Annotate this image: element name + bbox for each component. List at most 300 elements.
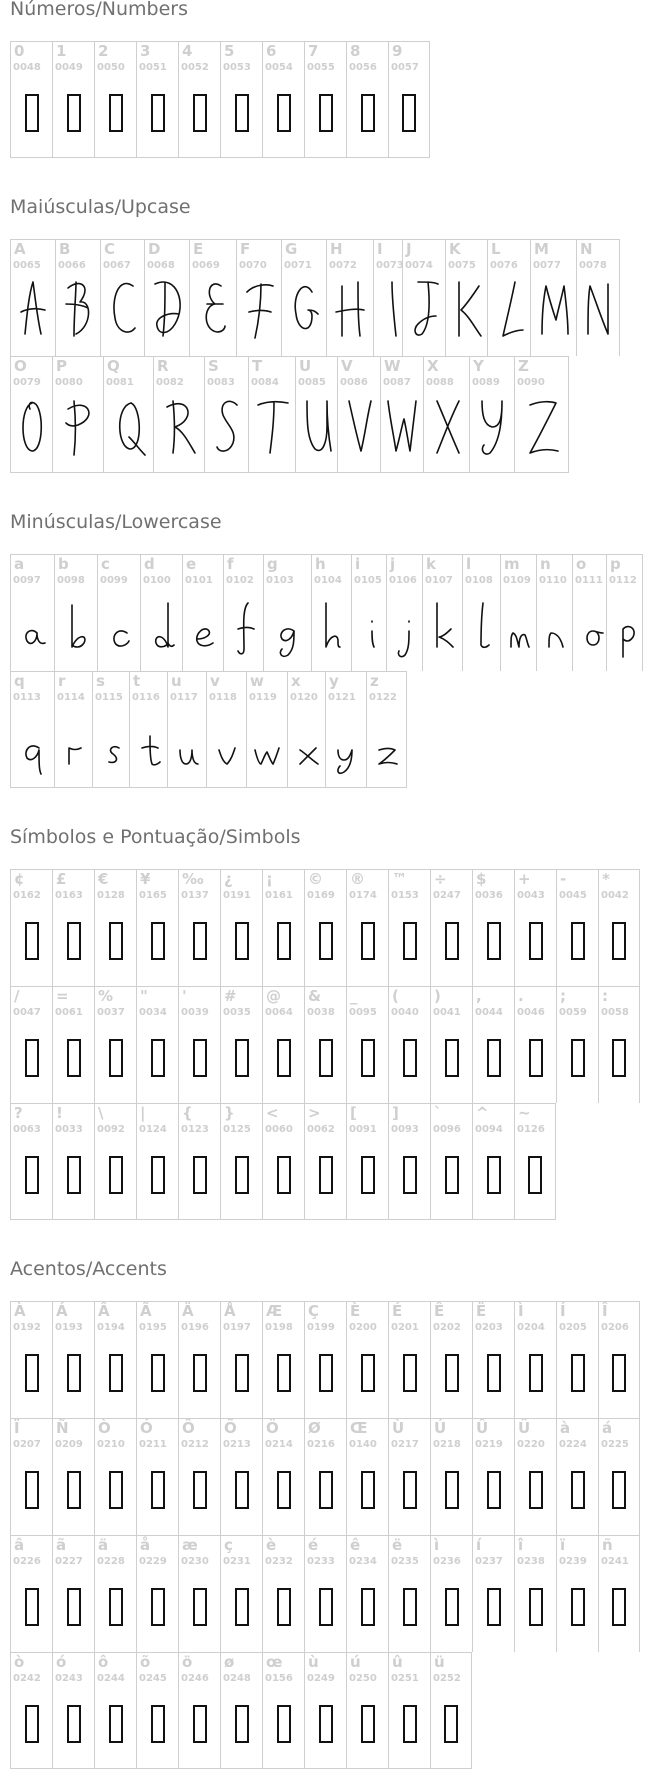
glyph-char-label: 2 [98,42,109,60]
glyph-code-label: 0053 [223,62,251,73]
glyph-cell [220,41,262,158]
glyph-code-label: 0059 [559,1007,587,1018]
glyph-cell [487,239,530,356]
glyph-cell [556,1418,598,1535]
glyph-row [10,986,640,1103]
glyph-cell [346,1652,388,1769]
glyph-cell [514,1301,556,1418]
glyph-char-label: î [518,1536,524,1554]
glyph-char-label: ÷ [434,870,447,888]
glyph-code-label: 0105 [354,575,382,586]
missing-glyph-box [319,1471,333,1509]
glyph-char-label: \ [98,1104,104,1122]
glyph-code-label: 0086 [340,377,368,388]
glyph-cell [536,554,572,671]
missing-glyph-box [277,1354,291,1392]
glyph-sample [403,274,445,344]
glyph-sample [190,274,236,344]
glyph-code-label: 0118 [209,692,237,703]
missing-glyph-box [529,1471,543,1509]
glyph-sample [531,274,576,344]
missing-glyph-box [319,1588,333,1626]
missing-glyph-box [277,922,291,960]
glyph-char-label: j [390,555,396,573]
missing-glyph-box [529,1354,543,1392]
missing-glyph-box [193,94,207,132]
glyph-code-label: 0055 [307,62,335,73]
glyph-cell [182,554,223,671]
glyph-char-label: ¢ [14,870,25,888]
glyph-cell [388,1535,430,1652]
glyph-char-label: Î [602,1302,608,1320]
missing-glyph-box [445,1156,459,1194]
glyph-sample [11,274,55,344]
glyph-code-label: 0098 [57,575,85,586]
glyph-char-label: } [224,1104,235,1122]
glyph-char-label: é [308,1536,319,1554]
missing-glyph-box [444,1705,458,1743]
glyph-code-label: 0207 [13,1439,41,1450]
glyph-cell [262,1301,304,1418]
glyph-cell [10,869,52,986]
glyph-code-label: 0088 [426,377,454,388]
glyph-cell [140,554,182,671]
missing-glyph-box [403,1588,417,1626]
glyph-cell [167,671,206,788]
glyph-code-label: 0046 [517,1007,545,1018]
glyph-cell [514,869,556,986]
glyph-sample [11,391,52,461]
glyph-code-label: 0120 [290,692,318,703]
glyph-sample [470,391,514,461]
glyph-char-label: 5 [224,42,235,60]
missing-glyph-box [612,1588,626,1626]
glyph-code-label: 0217 [391,1439,419,1450]
missing-glyph-box [445,1588,459,1626]
glyph-code-label: 0063 [13,1124,41,1135]
glyph-row [10,1103,640,1220]
glyph-code-label: 0163 [55,890,83,901]
glyph-cell [576,239,620,356]
glyph-cell [388,1103,430,1220]
glyph-row [10,554,643,671]
glyph-cell [100,239,144,356]
glyph-cell [514,1103,556,1220]
missing-glyph-box [235,1705,249,1743]
missing-glyph-box [612,1471,626,1509]
glyph-char-label: ^ [476,1104,489,1122]
glyph-char-label: T [252,357,263,375]
missing-glyph-box [361,1588,375,1626]
glyph-code-label: 0250 [349,1673,377,1684]
glyph-cell [402,239,445,356]
glyph-char-label: 7 [308,42,319,60]
glyph-code-label: 0065 [13,260,41,271]
glyph-cell [346,1535,388,1652]
missing-glyph-box [151,1471,165,1509]
glyph-char-label: ô [98,1653,109,1671]
glyph-code-label: 0077 [533,260,561,271]
glyph-char-label: € [98,870,109,888]
glyph-cell [10,1652,52,1769]
glyph-cell [52,869,94,986]
glyph-code-label: 0078 [579,260,607,271]
missing-glyph-box [67,94,81,132]
glyph-char-label: æ [182,1536,198,1554]
glyph-code-label: 0229 [139,1556,167,1567]
missing-glyph-box [25,1705,39,1743]
glyph-char-label: W [384,357,401,375]
missing-glyph-box [487,1354,501,1392]
missing-glyph-box [319,922,333,960]
glyph-sample [247,706,287,776]
glyph-cell [388,1418,430,1535]
glyph-cell [262,1418,304,1535]
glyph-code-label: 0169 [307,890,335,901]
numbers-title: Números/Numbers [10,0,188,20]
glyph-code-label: 0043 [517,890,545,901]
glyph-cell [136,41,178,158]
glyph-char-label: ü [434,1653,445,1671]
glyph-cell [178,1103,220,1220]
glyph-char-label: : [602,987,608,1005]
accents-grid [10,1301,640,1769]
missing-glyph-box [25,1039,39,1077]
glyph-cell [281,239,326,356]
glyph-code-label: 0162 [13,890,41,901]
missing-glyph-box [193,1588,207,1626]
glyph-cell [514,1535,556,1652]
glyph-char-label: n [540,555,551,573]
glyph-cell [52,1301,94,1418]
glyph-code-label: 0113 [13,692,41,703]
glyph-code-label: 0044 [475,1007,503,1018]
glyph-cell [430,986,472,1103]
glyph-sample [11,589,54,659]
glyph-code-label: 0112 [609,575,637,586]
glyph-char-label: = [56,987,69,1005]
glyph-cell [346,869,388,986]
glyph-cell [262,1535,304,1652]
glyph-cell [430,1103,472,1220]
glyph-cell [462,554,500,671]
missing-glyph-box [361,1156,375,1194]
glyph-cell [325,671,366,788]
glyph-cell [304,986,346,1103]
glyph-cell [598,1535,640,1652]
missing-glyph-box [151,94,165,132]
glyph-code-label: 0226 [13,1556,41,1567]
glyph-cell [262,1652,304,1769]
glyph-sample [264,589,311,659]
glyph-cell [598,1301,640,1418]
glyph-code-label: 0204 [517,1322,545,1333]
glyph-char-label: 6 [266,42,277,60]
glyph-sample [154,391,204,461]
glyph-code-label: 0230 [181,1556,209,1567]
glyph-cell [472,1103,514,1220]
glyph-char-label: 8 [350,42,361,60]
glyph-code-label: 0140 [349,1439,377,1450]
glyph-cell [10,1103,52,1220]
glyph-cell [136,1301,178,1418]
glyph-sample [101,274,144,344]
glyph-cell [556,869,598,986]
glyph-code-label: 0100 [143,575,171,586]
glyph-cell [346,1418,388,1535]
glyph-char-label: ù [308,1653,319,1671]
glyph-cell [144,239,189,356]
glyph-cell [572,554,606,671]
glyph-char-label: " [140,987,148,1005]
glyph-cell [220,1652,262,1769]
glyph-cell [386,554,422,671]
glyph-char-label: ' [182,987,187,1005]
glyph-cell [304,1535,346,1652]
glyph-char-label: H [330,240,343,258]
glyph-sample [326,706,366,776]
glyph-code-label: 0054 [265,62,293,73]
glyph-sample [312,589,351,659]
glyph-cell [346,1301,388,1418]
glyph-code-label: 0209 [55,1439,83,1450]
glyph-code-label: 0191 [223,890,251,901]
glyph-cell [326,239,373,356]
glyph-char-label: á [602,1419,613,1437]
glyph-char-label: c [101,555,110,573]
glyph-sample [205,391,248,461]
glyph-row [10,239,620,356]
glyph-char-label: @ [266,987,281,1005]
glyph-code-label: 0049 [55,62,83,73]
glyph-code-label: 0107 [425,575,453,586]
glyph-code-label: 0205 [559,1322,587,1333]
glyph-sample [55,706,92,776]
glyph-cell [52,356,103,473]
glyph-cell [469,356,514,473]
glyph-cell [220,1301,262,1418]
glyph-char-label: ë [392,1536,403,1554]
glyph-cell [472,986,514,1103]
glyph-code-label: 0249 [307,1673,335,1684]
missing-glyph-box [25,1588,39,1626]
missing-glyph-box [109,1471,123,1509]
missing-glyph-box [571,1471,585,1509]
glyph-code-label: 0137 [181,890,209,901]
glyph-cell [94,1535,136,1652]
glyph-char-label: z [370,672,379,690]
glyph-code-label: 0244 [97,1673,125,1684]
glyph-cell [54,671,92,788]
glyph-char-label: Õ [224,1419,237,1437]
missing-glyph-box [403,1354,417,1392]
glyph-char-label: u [171,672,182,690]
glyph-code-label: 0227 [55,1556,83,1567]
glyph-code-label: 0199 [307,1322,335,1333]
glyph-sample [55,589,97,659]
missing-glyph-box [487,1471,501,1509]
missing-glyph-box [193,1354,207,1392]
glyph-code-label: 0074 [405,260,433,271]
glyph-char-label: v [210,672,220,690]
missing-glyph-box [109,1588,123,1626]
glyph-cell [262,869,304,986]
glyph-cell [10,671,54,788]
missing-glyph-box [25,94,39,132]
glyph-char-label: O [14,357,27,375]
glyph-code-label: 0067 [103,260,131,271]
glyph-row [10,356,620,473]
missing-glyph-box [528,1156,542,1194]
glyph-cell [153,356,204,473]
glyph-code-label: 0241 [601,1556,629,1567]
glyph-code-label: 0123 [181,1124,209,1135]
glyph-row [10,1418,640,1535]
glyph-cell [423,356,469,473]
missing-glyph-box [151,1354,165,1392]
glyph-code-label: 0080 [55,377,83,388]
glyph-sample [53,391,103,461]
missing-glyph-box [445,1471,459,1509]
upcase-title: Maiúsculas/Upcase [10,196,191,218]
glyph-cell [263,554,311,671]
missing-glyph-box [319,1156,333,1194]
glyph-char-label: A [14,240,26,258]
missing-glyph-box [402,94,416,132]
glyph-cell [346,1103,388,1220]
glyph-cell [472,1301,514,1418]
missing-glyph-box [67,922,81,960]
glyph-cell [136,1652,178,1769]
glyph-code-label: 0193 [55,1322,83,1333]
glyph-row [10,1535,640,1652]
glyph-char-label: É [392,1302,403,1320]
glyph-code-label: 0225 [601,1439,629,1450]
glyph-char-label: s [96,672,105,690]
missing-glyph-box [25,922,39,960]
glyph-char-label: Ï [14,1419,20,1437]
glyph-code-label: 0242 [13,1673,41,1684]
glyph-cell [304,1103,346,1220]
missing-glyph-box [193,1039,207,1077]
glyph-char-label: À [14,1302,26,1320]
glyph-cell [136,869,178,986]
glyph-char-label: C [104,240,116,258]
glyph-char-label: h [315,555,326,573]
glyph-char-label: è [266,1536,277,1554]
missing-glyph-box [403,1039,417,1077]
glyph-char-label: ø [224,1653,235,1671]
glyph-code-label: 0070 [239,260,267,271]
glyph-char-label: F [240,240,251,258]
glyph-char-label: Ø [308,1419,321,1437]
glyph-char-label: # [224,987,237,1005]
missing-glyph-box [67,1588,81,1626]
glyph-row [10,869,640,986]
glyph-cell [598,986,640,1103]
glyph-cell [10,239,55,356]
glyph-char-label: œ [266,1653,283,1671]
glyph-sample [104,391,153,461]
glyph-cell [10,1418,52,1535]
glyph-code-label: 0064 [265,1007,293,1018]
glyph-cell [136,986,178,1103]
glyph-char-label: ( [392,987,399,1005]
glyph-code-label: 0101 [185,575,213,586]
glyph-code-label: 0084 [251,377,279,388]
glyph-char-label: i [355,555,361,573]
glyph-cell [236,239,281,356]
glyph-char-label: ~ [518,1104,531,1122]
glyph-code-label: 0200 [349,1322,377,1333]
glyph-sample [515,391,568,461]
glyph-cell [178,1652,220,1769]
missing-glyph-box [235,1156,249,1194]
glyph-cell [530,239,576,356]
missing-glyph-box [571,1354,585,1392]
missing-glyph-box [403,1471,417,1509]
glyph-sample [207,706,246,776]
glyph-char-label: I [377,240,383,258]
glyph-code-label: 0093 [391,1124,419,1135]
glyph-char-label: g [267,555,278,573]
glyph-char-label: l [466,555,472,573]
glyph-char-label: ç [224,1536,233,1554]
glyph-cell [366,671,407,788]
missing-glyph-box [487,922,501,960]
glyph-char-label: Í [560,1302,566,1320]
glyph-cell [136,1418,178,1535]
glyph-code-label: 0075 [448,260,476,271]
glyph-code-label: 0194 [97,1322,125,1333]
glyph-char-label: ¡ [266,870,273,888]
glyph-sample [249,391,295,461]
glyph-char-label: Ò [98,1419,111,1437]
glyph-char-label: * [602,870,610,888]
missing-glyph-box [403,1156,417,1194]
glyph-char-label: Ú [434,1419,447,1437]
symbols-grid [10,869,640,1220]
glyph-cell [178,41,220,158]
glyph-cell [346,986,388,1103]
glyph-code-label: 0125 [223,1124,251,1135]
glyph-code-label: 0096 [433,1124,461,1135]
missing-glyph-box [361,94,375,132]
missing-glyph-box [487,1156,501,1194]
glyph-code-label: 0228 [97,1556,125,1567]
missing-glyph-box [67,1705,81,1743]
glyph-char-label: t [133,672,141,690]
glyph-code-label: 0045 [559,890,587,901]
glyph-cell [248,356,295,473]
glyph-char-label: Ä [182,1302,194,1320]
glyph-sample [607,589,642,659]
glyph-char-label: V [341,357,353,375]
glyph-cell [598,869,640,986]
glyph-char-label: e [186,555,197,573]
glyph-char-label: í [476,1536,482,1554]
glyph-char-label: å [140,1536,151,1554]
glyph-char-label: > [308,1104,321,1122]
glyph-cell [346,41,388,158]
missing-glyph-box [151,1039,165,1077]
glyph-cell [388,1301,430,1418]
glyph-char-label: Ç [308,1302,320,1320]
glyph-code-label: 0108 [465,575,493,586]
glyph-cell [445,239,487,356]
missing-glyph-box [571,922,585,960]
glyph-code-label: 0119 [249,692,277,703]
